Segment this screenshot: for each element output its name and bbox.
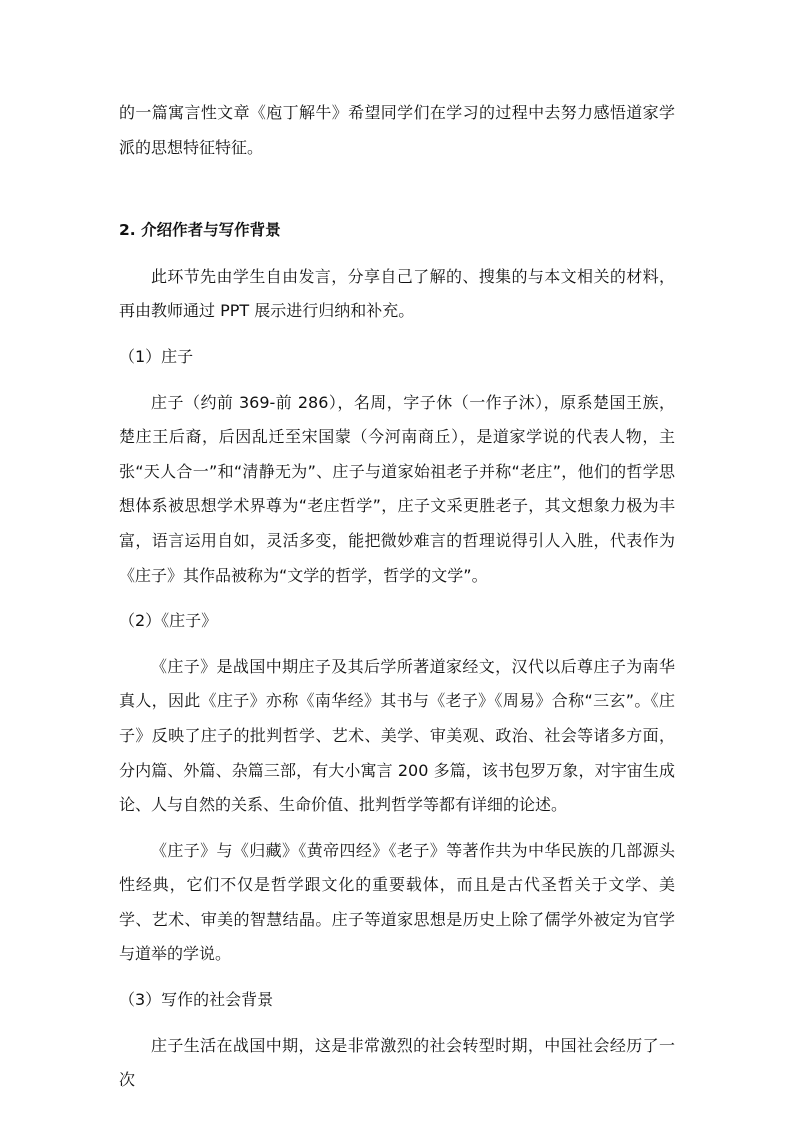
- zhuangzi-paragraph: 庄子（约前 369-前 286），名周，字子休（一作子沐），原系楚国王族，楚庄王后裔，后因乱迁至宋国蒙（今河南商丘），是道家学说的代表人物，主张“天人合一”和“清静无为”、庄子与道家始祖老子并称“老庄”，他们的哲学思想体系被思想学术界尊为“老庄哲学”，庄子文采更胜老子，其文想象力极为丰富，语言运用自如，灵活多变，能把微妙难言的哲理说得引人入胜，代表作为《庄子》其作品被称为“文学的哲学，哲学的文学”。: [119, 392, 675, 585]
- subsection-heading-background: （3）写作的社会背景: [119, 990, 274, 1010]
- book-paragraph-1: 《庄子》是战国中期庄子及其后学所著道家经文，汉代以后尊庄子为南华真人，因此《庄子》亦称《南华经》其书与《老子》《周易》合称“三玄”。《庄子》反映了庄子的批判哲学、艺术、美学、审美观、政治、社会等诸多方面，分内篇、外篇、杂篇三部，有大小寓言 200 多篇，该书包罗万象，对宇宙生成论、人与自然的关系、生命价值、批判哲学等都有详细的论述。: [119, 656, 675, 815]
- intro-continuation-paragraph: 的一篇寓言性文章《庖丁解牛》希望同学们在学习的过程中去努力感悟道家学派的思想特征特征。: [119, 103, 675, 157]
- document-body: [119, 96, 675, 1098]
- book-paragraph-2: 《庄子》与《归藏》《黄帝四经》《老子》等著作共为中华民族的几部源头性经典，它们不仅是哲学跟文化的重要载体，而且是古代圣哲关于文学、美学、艺术、审美的智慧结晶。庄子等道家思想是历史上除了儒学外被定为官学与道举的学说。: [119, 840, 675, 964]
- subsection-heading-book: （2）《庄子》: [119, 611, 218, 631]
- subsection-heading-zhuangzi: （1）庄子: [119, 346, 194, 366]
- section-intro-paragraph: 此环节先由学生自由发言，分享自己了解的、搜集的与本文相关的材料，再由教师通过 PPT 展示进行归纳和补充。: [119, 266, 675, 321]
- background-paragraph: 庄子生活在战国中期，这是非常激烈的社会转型时期，中国社会经历了一次: [119, 1035, 675, 1090]
- section-heading: 2. 介绍作者与写作背景: [119, 221, 281, 240]
